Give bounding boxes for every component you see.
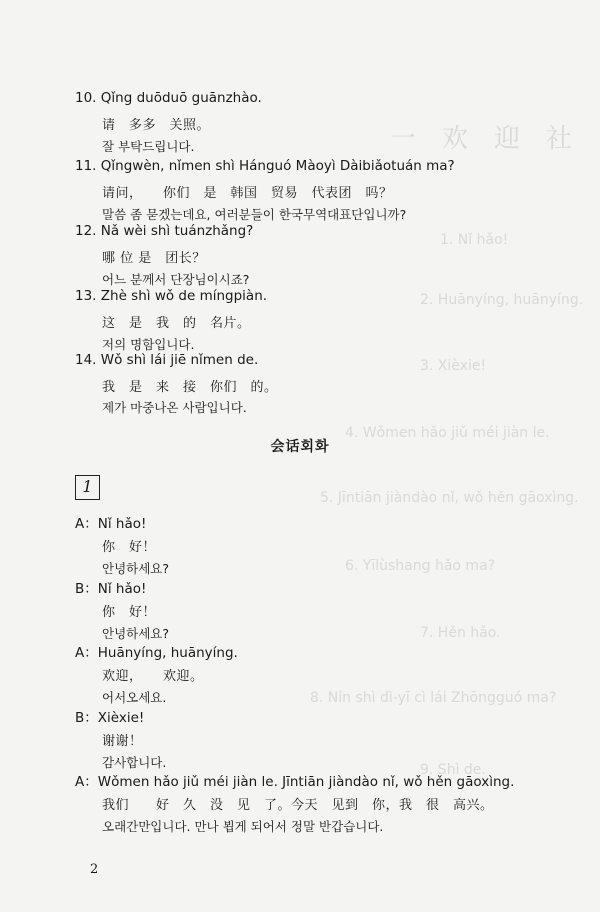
- bleed-through-text: 5. Jīntiān jiàndào nǐ, wǒ hěn gāoxìng.: [320, 490, 579, 506]
- chinese-line: 欢迎， 欢迎。: [102, 669, 204, 684]
- chinese-line: 哪 位 是 团长？: [102, 251, 206, 266]
- bleed-through-text: 6. Yīlùshang hǎo ma?: [345, 558, 496, 574]
- page-number: 2: [90, 862, 99, 877]
- chinese-line: 这 是 我 的 名片。: [102, 316, 251, 331]
- pinyin-line: Nǎ wèi shì tuánzhǎng?: [100, 223, 254, 239]
- bleed-through-title: 一 欢 迎 社: [390, 124, 573, 154]
- section-heading: 会话회화: [270, 439, 330, 455]
- speaker-label: A：: [75, 645, 98, 661]
- pinyin-line: Qǐngwèn, nǐmen shì Hánguó Màoyì Dàibiǎotuán ma?: [100, 158, 455, 174]
- bleed-through-text: 4. Wǒmen hǎo jiǔ méi jiàn le.: [345, 425, 550, 441]
- item-number: 14.: [75, 352, 97, 368]
- chinese-line: 请问， 你们 是 韩国 贸易 代表团 吗？: [102, 186, 393, 201]
- korean-line: 말씀 좀 묻겠는데요, 여러분들이 한국무역대표단입니까?: [102, 207, 407, 222]
- chinese-line: 我们 好 久 没 见 了。今天 见到 你，我 很 高兴。: [102, 798, 494, 813]
- bleed-through-text: 9. Shì de.: [420, 762, 486, 778]
- korean-line: 안녕하세요?: [102, 626, 170, 641]
- speaker-label: B：: [75, 581, 98, 597]
- korean-line: 감사합니다.: [102, 755, 167, 770]
- pinyin-line: Wǒ shì lái jiē nǐmen de.: [100, 352, 259, 368]
- pinyin-line: Xièxie!: [97, 710, 145, 726]
- bleed-through-text: 7. Hěn hǎo.: [420, 625, 501, 641]
- speaker-label: A：: [75, 516, 98, 532]
- korean-line: 제가 마중나온 사람입니다.: [102, 400, 247, 415]
- item-number: 13.: [75, 288, 97, 304]
- pinyin-line: Wǒmen hǎo jiǔ méi jiàn le. Jīntiān jiàndào nǐ, wǒ hěn gāoxìng.: [97, 774, 515, 790]
- pinyin-line: Nǐ hǎo!: [97, 581, 147, 597]
- speaker-label: A：: [75, 774, 98, 790]
- pinyin-line: Qǐng duōduō guānzhào.: [100, 90, 262, 106]
- item-number: 11.: [75, 158, 97, 174]
- chinese-line: 谢谢！: [102, 734, 143, 749]
- korean-line: 잘 부탁드립니다.: [102, 139, 195, 154]
- pinyin-line: Zhè shì wǒ de míngpiàn.: [100, 288, 268, 304]
- korean-line: 오래간만입니다. 만나 뵙게 되어서 정말 반갑습니다.: [102, 819, 384, 834]
- bleed-through-text: 2. Huānyíng, huānyíng.: [420, 292, 584, 308]
- korean-line: 안녕하세요?: [102, 561, 170, 576]
- speaker-label: B：: [75, 710, 98, 726]
- korean-line: 어서오세요.: [102, 690, 167, 705]
- pinyin-line: Nǐ hǎo!: [97, 516, 147, 532]
- chinese-line: 请 多多 关照。: [102, 118, 211, 133]
- item-number: 12.: [75, 223, 97, 239]
- dialogue-number-box: 1: [75, 475, 100, 500]
- chinese-line: 你 好！: [102, 605, 157, 620]
- bleed-through-text: 1. Nǐ hǎo!: [440, 232, 509, 248]
- chinese-line: 我 是 来 接 你们 的。: [102, 380, 278, 395]
- korean-line: 어느 분께서 단장님이시죠?: [102, 272, 250, 287]
- pinyin-line: Huānyíng, huānyíng.: [97, 645, 238, 661]
- chinese-line: 你 好！: [102, 540, 157, 555]
- bleed-through-text: 8. Nín shì dì-yī cì lái Zhōngguó ma?: [310, 690, 557, 706]
- bleed-through-text: 3. Xièxie!: [420, 358, 487, 374]
- korean-line: 저의 명함입니다.: [102, 337, 195, 352]
- item-number: 10.: [75, 90, 97, 106]
